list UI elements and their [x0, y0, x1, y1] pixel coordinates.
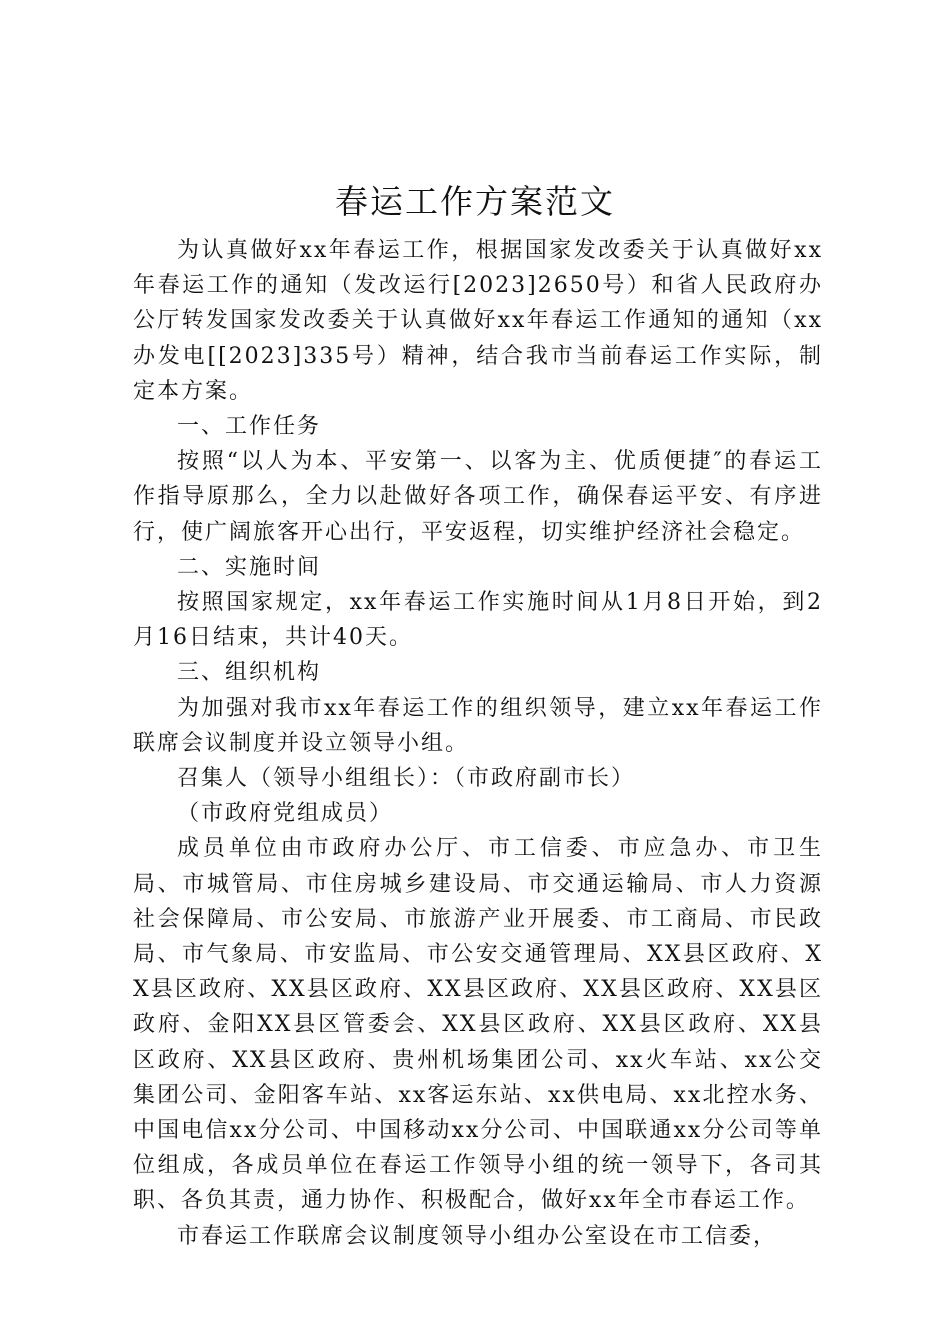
section-heading-tasks: 一、工作任务	[177, 414, 322, 440]
member-units-paragraph: 成员单位由市政府办公厅、市工信委、市应急办、市卫生局、市城管局、市住房城乡建设局、市交通运输局、市人力资源社会保障局、市公安局、市旅游产业开展委、市工商局、市民政局、市气象局、市安监局、市公安交通管理局、XX县区政府、XX县区政府、XX县区政府、XX县区政府、XX县区政府、XX县区政府、金阳XX县区管委会、XX县区政府、XX县区政府、XX县区政府、XX县区政府、贵州机场集团公司、xx火车站、xx公交集团公司、金阳客车站、xx客运东站、xx供电局、xx北控水务、中国电信xx分公司、中国移动xx分公司、中国联通xx分公司等单位组成，各成员单位在春运工作领导小组的统一领导下，各司其职、各负其责，通力协作、积极配合，做好xx年全市春运工作。	[133, 836, 823, 1214]
intro-paragraph: 为认真做好xx年春运工作，根据国家发改委关于认真做好xx年春运工作的通知（发改运行[2023]2650号）和省人民政府办公厅转发国家发改委关于认真做好xx年春运工作通知的通知（xx办发电[[2023]335号）精神，结合我市当前春运工作实际，制定本方案。	[133, 238, 823, 404]
document-title: 春运工作方案范文	[335, 182, 615, 221]
tasks-paragraph: 按照“以人为本、平安第一、以客为主、优质便捷″的春运工作指导原那么，全力以赴做好各项工作，确保春运平安、有序进行，使广阔旅客开心出行，平安返程，切实维护经济社会稳定。	[133, 449, 823, 545]
section-heading-schedule: 二、实施时间	[177, 554, 322, 580]
document-body	[133, 233, 823, 1254]
schedule-paragraph: 按照国家规定，xx年春运工作实施时间从1月8日开始，到2月16日结束，共计40天。	[133, 590, 823, 651]
convener-line: 召集人（领导小组组长）：（市政府副市长）	[177, 766, 636, 792]
office-paragraph: 市春运工作联席会议制度领导小组办公室设在市工信委，	[177, 1223, 778, 1249]
section-heading-organization: 三、组织机构	[177, 660, 322, 686]
deputy-convener-line: （市政府党组成员）	[177, 801, 394, 827]
organization-paragraph: 为加强对我市xx年春运工作的组织领导，建立xx年春运工作联席会议制度并设立领导小组。	[133, 695, 823, 756]
